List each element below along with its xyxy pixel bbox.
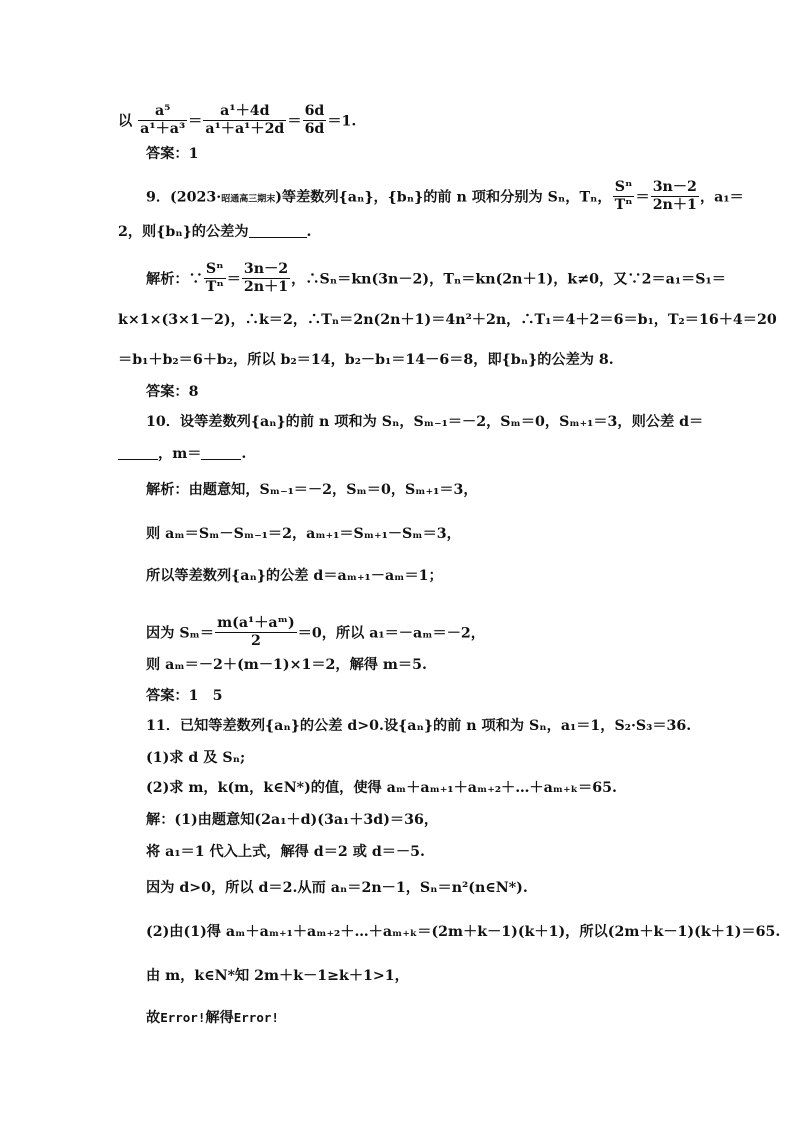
denominator: 2n＋1	[652, 197, 697, 213]
denominator: 6d	[304, 121, 325, 137]
q10-solution-line5: 则 aₘ＝－2＋(m－1)×1＝2，解得 m＝5.	[146, 657, 427, 673]
fraction	[613, 179, 635, 214]
q10-statement-line1: 10．设等差数列{aₙ}的前 n 项和为 Sₙ，Sₘ₋₁＝－2，Sₘ＝0，Sₘ₊₁＝3，则公差 d＝	[146, 414, 704, 430]
fraction	[203, 103, 286, 138]
numerator: m(a¹＋aᵐ)	[217, 615, 295, 631]
text: ＝1.	[327, 113, 357, 130]
q11-solution-line3: 因为 d>0，所以 d＝2.从而 aₙ＝2n－1，Sₙ＝n²(n∈N*).	[146, 880, 528, 896]
text: 因为 Sₘ＝	[146, 625, 215, 642]
numerator: 6d	[304, 103, 325, 119]
q11-part1: (1)求 d 及 Sₙ;	[146, 750, 246, 766]
q10-solution-line2: 则 aₘ＝Sₘ－Sₘ₋₁＝2，aₘ₊₁＝Sₘ₊₁－Sₘ＝3，	[146, 526, 461, 542]
fraction	[138, 103, 187, 138]
q9-answer: 答案：8	[146, 384, 199, 400]
q11-solution-line6	[146, 1008, 279, 1028]
denominator: Tⁿ	[614, 197, 633, 213]
text: ，m＝	[158, 446, 202, 462]
equals: ＝	[287, 113, 302, 130]
denominator: 2n＋1	[243, 279, 289, 295]
text: 2，则{bₙ}的公差为	[118, 224, 249, 240]
numerator: 3n－2	[243, 261, 289, 277]
q10-statement-line2	[118, 444, 246, 464]
denominator: Tⁿ	[205, 279, 224, 295]
q9-solution-line3: ＝b₁＋b₂＝6＋b₂，所以 b₂＝14，b₂－b₁＝14－6＝8，即{bₙ}的公差为 8.	[118, 352, 614, 368]
answer-blank-d[interactable]	[118, 445, 158, 460]
text: .	[241, 446, 247, 462]
answer-blank[interactable]	[249, 223, 307, 238]
fraction	[215, 615, 297, 650]
text: ，a₁＝	[699, 189, 744, 206]
q11-solution-line4: (2)由(1)得 aₘ＋aₘ₊₁＋aₘ₊₂＋…＋aₘ₊ₖ＝(2m＋k－1)(k＋1)，所以(2m＋k－1)(k＋1)＝65.	[146, 924, 781, 940]
text: 以	[118, 113, 133, 130]
q9-statement-line1	[146, 180, 744, 215]
numerator: a⁵	[138, 103, 187, 121]
fraction	[242, 261, 290, 296]
error-placeholder: Error!	[233, 1010, 279, 1025]
answer-blank-m[interactable]	[201, 445, 241, 460]
denominator: a¹＋a³	[140, 121, 186, 137]
denominator: a¹＋a¹＋2d	[205, 121, 285, 137]
text: )等差数列{aₙ}，{bₙ}的前 n 项和分别为 Sₙ，Tₙ，	[275, 189, 612, 206]
q11-part2: (2)求 m，k(m，k∈N*)的值，使得 aₘ＋aₘ₊₁＋aₘ₊₂＋…＋aₘ₊ₖ＝65.	[146, 780, 617, 796]
text: 9．(2023·	[146, 189, 222, 206]
equals: ＝	[635, 189, 650, 206]
q9-solution-line2: k×1×(3×1－2)，∴k＝2，∴Tₙ＝2n(2n＋1)＝4n²＋2n，∴T₁＝4＋2＝6＝b₁，T₂＝16＋4＝20	[118, 312, 777, 328]
numerator: a¹＋4d	[203, 103, 286, 121]
text: .	[306, 224, 312, 240]
numerator: Sⁿ	[613, 179, 635, 197]
source-label: 昭通高三期末	[221, 194, 276, 205]
equals: ＝	[226, 271, 241, 288]
q10-answer: 答案：1 5	[146, 688, 223, 704]
q11-solution-line5: 由 m，k∈N*知 2m＋k－1≥k＋1>1，	[146, 968, 409, 984]
q9-solution-line1	[146, 262, 726, 297]
numerator: Sⁿ	[204, 261, 226, 279]
q11-solution-line2: 将 a₁＝1 代入上式，解得 d＝2 或 d＝－5.	[146, 844, 425, 860]
text: ，∴Sₙ＝kn(3n－2)，Tₙ＝kn(2n＋1)，k≠0，又∵2＝a₁＝S₁＝	[291, 271, 726, 288]
q10-solution-line1: 解析：由题意知，Sₘ₋₁＝－2，Sₘ＝0，Sₘ₊₁＝3，	[146, 482, 478, 498]
denominator: 2	[250, 633, 261, 649]
text: 解析：∵	[146, 271, 203, 288]
fraction	[651, 179, 699, 214]
text: ＝0，所以 a₁＝－aₘ＝－2，	[297, 625, 485, 642]
fraction	[303, 103, 327, 138]
text: 解得	[205, 1010, 234, 1026]
text: 故	[146, 1010, 161, 1026]
q11-statement-line1: 11．已知等差数列{aₙ}的公差 d>0.设{aₙ}的前 n 项和为 Sₙ，a₁＝1，S₂·S₃＝36.	[146, 718, 692, 734]
numerator: 3n－2	[652, 179, 697, 195]
prev-answer: 答案：1	[146, 146, 199, 162]
q11-solution-line1: 解：(1)由题意知(2a₁＋d)(3a₁＋3d)＝36，	[146, 812, 439, 828]
q10-solution-line3: 所以等差数列{aₙ}的公差 d＝aₘ₊₁－aₘ＝1；	[146, 568, 443, 584]
q10-solution-line4	[146, 616, 485, 651]
prev-solution-line	[118, 104, 356, 139]
error-placeholder: Error!	[160, 1010, 206, 1025]
fraction	[204, 261, 226, 296]
q9-statement-line2	[118, 222, 311, 242]
equals: ＝	[188, 113, 203, 130]
